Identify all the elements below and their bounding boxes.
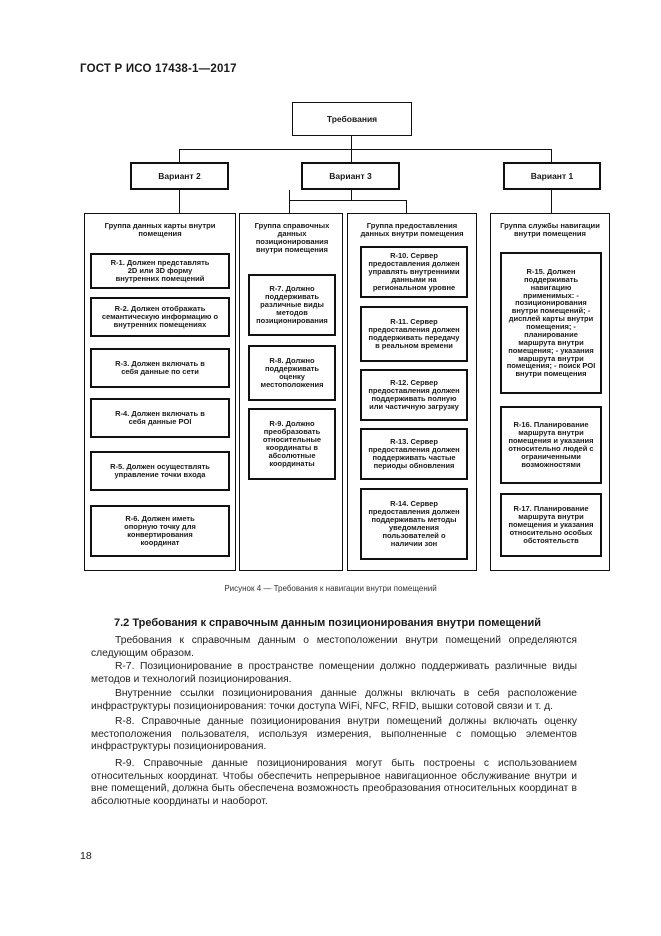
req-r2 bbox=[90, 297, 230, 337]
req-r6 bbox=[90, 505, 230, 557]
connector bbox=[351, 190, 352, 201]
req-text: R-14. Сервер предоставления должен поддерживать методы уведомления пользователей о наличии зон bbox=[368, 499, 460, 548]
variant-label: Вариант 1 bbox=[530, 171, 574, 181]
req-r7 bbox=[248, 274, 336, 336]
variant-1-box bbox=[503, 162, 601, 190]
connector bbox=[179, 149, 552, 150]
req-r13 bbox=[360, 428, 468, 480]
req-text: R-4. Должен включать в себя данные POI bbox=[115, 409, 205, 426]
group-title: Группа справочных данных позиционирования внутри помещения bbox=[254, 221, 330, 254]
variant-3-box bbox=[301, 162, 400, 190]
paragraph: Внутренние ссылки позиционирования данные должны включать в себя расположение инфраструктуры позиционирования: точки доступа WiFi, NFC, RFID, вышки сотовой связи и т. д. bbox=[91, 688, 577, 712]
req-text: R-1. Должен представлять 2D или 3D форму внутренних помещений bbox=[110, 258, 210, 283]
connector bbox=[351, 149, 352, 163]
req-text: R-2. Должен отображать семантическую информацию о внутренних помещениях bbox=[101, 304, 219, 329]
req-text: R-12. Сервер предоставления должен поддерживать полную или частичную загрузку bbox=[368, 378, 460, 411]
connector bbox=[289, 200, 407, 201]
req-text: R-5. Должен осуществлять управление точки входа bbox=[110, 462, 210, 479]
paragraph: R-9. Справочные данные позиционирования могут быть построены с использованием относительных координат. Чтобы обеспечить непрерывное навигационное обслуживание внутри и вне помещений, должна быть обеспечена возможность преобразования относительных координат в абсолютные координаты и наоборот. bbox=[91, 758, 577, 808]
req-r10 bbox=[360, 246, 468, 298]
section-heading: 7.2 Требования к справочным данным позиционирования внутри помещений bbox=[114, 617, 542, 629]
req-text: R-11. Сервер предоставления должен поддерживать передачу в реальном времени bbox=[368, 317, 460, 350]
req-text: R-6. Должен иметь опорную точку для конвертирования координат bbox=[124, 514, 196, 547]
req-r8 bbox=[248, 345, 336, 401]
req-text: R-16. Планирование маршрута внутри помещения и указания относительно людей с ограниченными возможностями bbox=[508, 420, 594, 469]
paragraph: R-7. Позиционирование в пространстве помещении должно поддерживать различные виды методов и технологий позиционирования. bbox=[91, 661, 577, 685]
req-r1 bbox=[90, 253, 230, 289]
page-number: 18 bbox=[80, 850, 92, 862]
req-r16 bbox=[500, 406, 602, 484]
figure-caption: Рисунок 4 — Требования к навигации внутри помещений bbox=[224, 584, 437, 593]
group-title: Группа службы навигации внутри помещения bbox=[500, 221, 600, 238]
variant-label: Вариант 2 bbox=[158, 171, 201, 181]
req-text: R-15. Должен поддерживать навигацию применимых: - позиционирования внутри помещений; - дисплей карты внутри помещения; - планирование маршрута внутри помещения; - указания маршрута внутри помещения; - поиск POI внутри помещения bbox=[506, 266, 596, 379]
variant-label: Вариант 3 bbox=[329, 171, 372, 181]
connector bbox=[406, 200, 407, 214]
req-r12 bbox=[360, 369, 468, 421]
document-header: ГОСТ Р ИСО 17438-1—2017 bbox=[80, 63, 237, 75]
req-text: R-13. Сервер предоставления должен поддерживать частые периоды обновления bbox=[368, 437, 460, 470]
connector bbox=[551, 190, 552, 214]
connector bbox=[179, 200, 180, 214]
connector bbox=[179, 149, 180, 163]
group-title: Группа предоставления данных внутри помещения bbox=[360, 221, 464, 238]
req-r17 bbox=[500, 493, 602, 557]
connector bbox=[551, 149, 552, 163]
connector bbox=[289, 190, 290, 214]
req-r15 bbox=[500, 252, 602, 394]
req-text: R-17. Планирование маршрута внутри помещения и указания относительно особых обстоятельств bbox=[508, 504, 594, 545]
req-r5 bbox=[90, 451, 230, 491]
req-text: R-8. Должно поддерживать оценку местоположения bbox=[260, 356, 324, 389]
req-r4 bbox=[90, 398, 230, 438]
req-r3 bbox=[90, 348, 230, 388]
connector bbox=[351, 136, 352, 150]
paragraph: R-8. Справочные данные позиционирования внутри помещений должны включать оценку местоположения пользователя, используя измерения, выполненные с помощью элементов инфраструктуры позиционирования. bbox=[91, 716, 577, 753]
root-box bbox=[292, 102, 412, 136]
req-r9 bbox=[248, 408, 336, 480]
paragraph: Требования к справочным данным о местоположении внутри помещений определяются следующим образом. bbox=[91, 635, 577, 659]
root-label: Требования bbox=[326, 114, 378, 124]
req-r11 bbox=[360, 306, 468, 362]
req-text: R-3. Должен включать в себя данные по сети bbox=[115, 359, 205, 376]
req-text: R-10. Сервер предоставления должен управлять внутренними данными на региональном уровне bbox=[368, 251, 460, 292]
variant-2-box bbox=[130, 162, 229, 190]
group-title: Группа данных карты внутри помещения bbox=[104, 221, 216, 238]
req-text: R-7. Должно поддерживать различные виды методов позиционирования bbox=[256, 284, 328, 325]
req-r14 bbox=[360, 488, 468, 560]
req-text: R-9. Должно преобразовать относительные координаты в абсолютные координаты bbox=[262, 419, 322, 468]
